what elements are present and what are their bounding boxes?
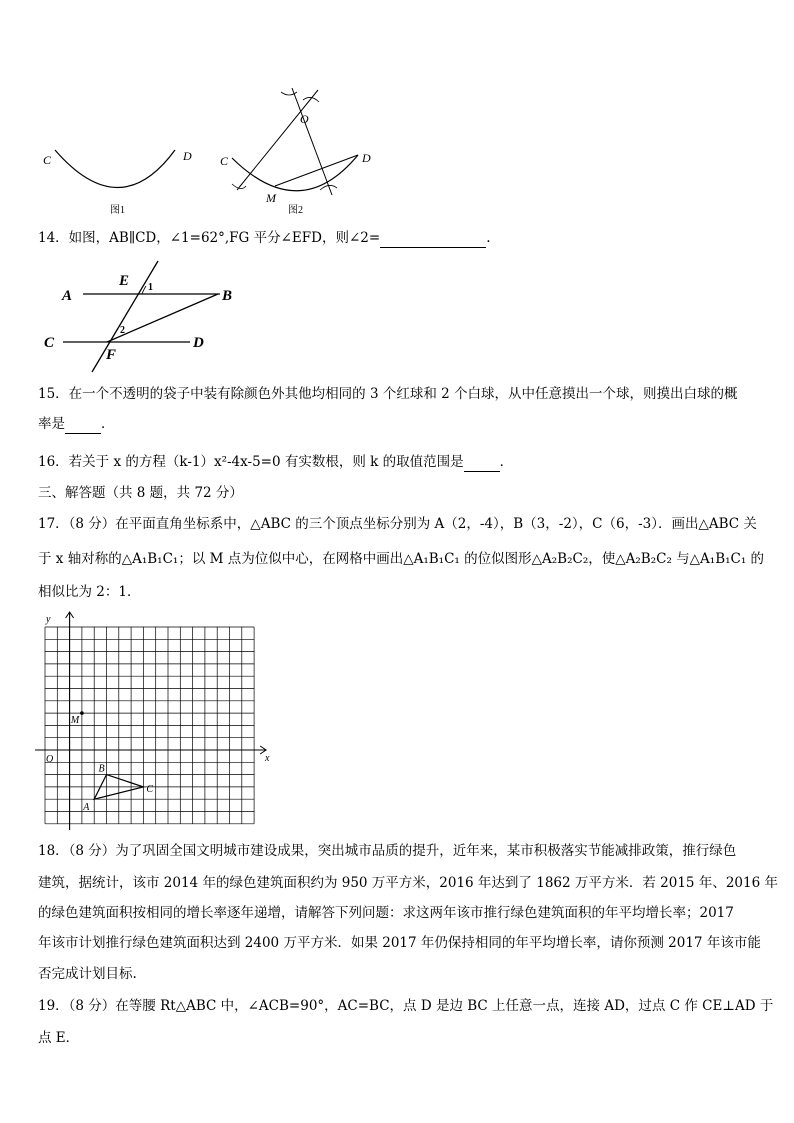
- grid-label-o: O: [46, 754, 54, 765]
- section-heading: 三、解答题（共 8 题，共 72 分）: [38, 485, 243, 501]
- q19-line-2: 点 E．: [38, 1030, 80, 1046]
- fig2-chord: [275, 155, 358, 186]
- grid-points: [80, 711, 143, 799]
- q15-line-2: [38, 415, 115, 434]
- q14-answer-blank[interactable]: [380, 229, 486, 248]
- q15-end: ．: [101, 416, 115, 432]
- q14-label-c: C: [44, 335, 55, 351]
- q14-stem: 14．如图，AB∥CD，∠1=62°,FG 平分∠EFD，则∠2=: [38, 230, 381, 246]
- fig2-tick-3: [232, 184, 246, 189]
- q14-label-b: B: [222, 288, 233, 304]
- q15-answer-blank[interactable]: [65, 415, 101, 434]
- q14-label-d: D: [193, 335, 204, 351]
- q15-line-1: 15．在一个不透明的袋子中装有除颜色外其他均相同的 3 个红球和 2 个白球，从中任意摸出一个球，则摸出白球的概: [38, 386, 738, 402]
- grid-label-m: M: [70, 715, 80, 727]
- fig1-caption: 图1: [110, 205, 125, 216]
- fig2-line-right: [292, 88, 332, 195]
- fig2-label-o: O: [300, 112, 309, 126]
- q14-end: .: [486, 230, 491, 246]
- q14-text: [38, 229, 490, 248]
- q17-line-3: 相似比为 2：1．: [38, 584, 141, 600]
- fig2-label-m: M: [266, 191, 276, 205]
- coordinate-grid: [30, 610, 280, 830]
- grid-label-a: A: [83, 802, 90, 814]
- q18-line-2: 建筑，据统计，该市 2014 年的绿色建筑面积约为 950 万平方米，2016 年达到了 1862 万平方米．若 2015 年、2016 年: [38, 875, 778, 891]
- q18-line-3: 的绿色建筑面积按相同的增长率逐年递增，请解答下列问题：求这两年该市推行绿色建筑面积的年平均增长率；2017: [38, 905, 734, 921]
- q14-figure: [38, 255, 248, 375]
- q18-line-5: 否完成计划目标.: [38, 966, 137, 982]
- fig1-label-c: C: [43, 153, 52, 167]
- construction-figures: [0, 0, 794, 230]
- q16-answer-blank[interactable]: [464, 453, 500, 472]
- fig2-label-d: D: [362, 151, 371, 165]
- q14-label-1: 1: [148, 282, 153, 293]
- fig2-caption: 图2: [288, 205, 303, 216]
- q18-line-4: 年该市计划推行绿色建筑面积达到 2400 万平方米．如果 2017 年仍保持相同的年平均增长率，请你预测 2017 年该市能: [38, 935, 761, 951]
- grid-label-x: x: [265, 753, 270, 764]
- q19-line-1: 19．（8 分）在等腰 Rt△ABC 中，∠ACB=90°，AC=BC，点 D 是边 BC 上任意一点，连接 AD，过点 C 作 CE⊥AD 于: [38, 998, 774, 1014]
- q18-line-1: 18．（8 分）为了巩固全国文明城市建设成果，突出城市品质的提升，近年来，某市积极落实节能减排政策，推行绿色: [38, 843, 737, 859]
- grid-label-y: y: [46, 614, 51, 625]
- fig1-arc: [55, 150, 175, 188]
- q14-label-2: 2: [120, 325, 125, 336]
- q14-label-a: A: [62, 288, 73, 304]
- q14-label-e: E: [119, 273, 130, 289]
- q16-stem: 16．若关于 x 的方程（k-1）x²-4x-5=0 有实数根，则 k 的取值范围是: [38, 454, 464, 470]
- q16-text: [38, 453, 513, 472]
- grid-label-b: B: [98, 763, 105, 775]
- point-m: [80, 711, 84, 715]
- q17-line-2: 于 x 轴对称的△A₁B₁C₁；以 M 点为位似中心，在网格中画出△A₁B₁C₁ 的位似图形△A₂B₂C₂，使△A₂B₂C₂ 与△A₁B₁C₁ 的: [38, 551, 765, 567]
- grid-label-c: C: [146, 783, 154, 795]
- q15-stem-end: 率是: [38, 416, 65, 432]
- q16-end: ．: [499, 454, 514, 470]
- fig1-label-d: D: [183, 149, 192, 163]
- q14-label-f: F: [106, 347, 117, 363]
- q17-line-1: 17．（8 分）在平面直角坐标系中，△ABC 的三个顶点坐标分别为 A（2，-4），B（3，-2），C（6，-3）．画出△ABC 关: [38, 516, 757, 532]
- fig2-label-c: C: [220, 154, 229, 168]
- grid-lines: [35, 612, 266, 830]
